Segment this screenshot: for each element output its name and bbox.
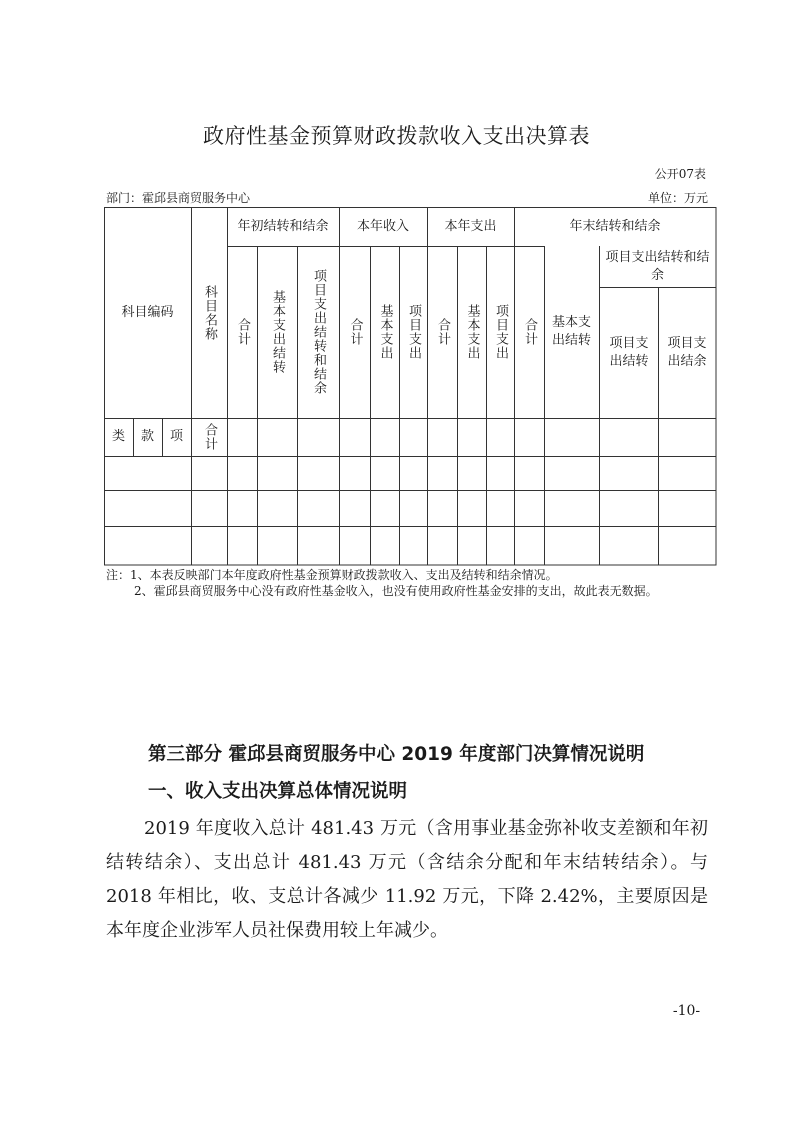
header-expense-project: 项目支出 (493, 304, 508, 360)
header-xiang: 项 (169, 429, 183, 444)
unit-label: 单位：万元 (647, 191, 708, 205)
summary-paragraph: 2019 年度收入总计 481.43 万元（含用事业基金弥补收支差额和年初结转结余）、支出总计 481.43 万元（含结余分配和年末结转结余）。与 2018 年相比，收、支总计各减少 11.92 万元，下降 2.42%，主要原因是本年度企业涉军人员社保费用较上年减少。 (106, 818, 708, 941)
header-expense-basic: 基本支出 (464, 304, 480, 360)
header-income-project-cell (399, 246, 427, 418)
header-income-total: 合计 (347, 318, 363, 346)
header-opening-project-cell (297, 246, 339, 418)
header-income-project: 项目支出 (406, 304, 421, 360)
header-opening-total-cell (227, 246, 257, 418)
row-total-label: 合计 (202, 423, 217, 451)
header-income-total-cell (339, 246, 370, 418)
header-expense-basic-cell (457, 246, 486, 418)
header-opening-basic-cell (257, 246, 297, 418)
header-kuan: 款 (140, 429, 154, 444)
note-2: 2、霍邱县商贸服务中心没有政府性基金收入，也没有使用政府性基金安排的支出，故此表无数据。 (134, 584, 658, 598)
document-title: 政府性基金预算财政拨款收入支出决算表 (203, 124, 590, 148)
page-number: -10- (672, 1003, 701, 1019)
header-closing-project-group: 项目支出结转和结余 (605, 249, 710, 283)
header-income-basic-cell (370, 246, 399, 418)
note-1: 注：1、本表反映部门本年度政府性基金预算财政拨款收入、支出及结转和结余情况。 (106, 568, 558, 582)
header-closing-group: 年末结转和结余 (569, 218, 661, 234)
table-row (104, 456, 716, 490)
header-opening-basic-carry: 基本支出结转 (270, 290, 285, 374)
header-subject-name-cell (191, 207, 227, 418)
table-row (104, 490, 716, 526)
table-row (104, 526, 716, 565)
header-lei: 类 (111, 429, 125, 444)
header-income-basic: 基本支出 (377, 304, 393, 360)
department-label: 部门：霍邱县商贸服务中心 (106, 191, 251, 205)
header-closing-project-carry: 项目支出结转 (609, 335, 649, 369)
part-heading: 第三部分 霍邱县商贸服务中心 2019 年度部门决算情况说明 (148, 744, 645, 765)
header-closing-project-balance: 项目支出结余 (667, 335, 707, 369)
sub-heading: 一、收入支出决算总体情况说明 (148, 781, 408, 802)
header-opening-total: 合计 (235, 318, 250, 346)
header-closing-basic-carry: 基本支出结转 (551, 315, 591, 348)
header-opening-group: 年初结转和结余 (237, 218, 329, 234)
header-expense-group: 本年支出 (444, 218, 497, 234)
header-expense-project-cell (486, 246, 514, 418)
row-total-cell (191, 418, 227, 456)
header-subject-code: 科目编码 (121, 304, 174, 320)
header-closing-total: 合计 (522, 318, 537, 346)
header-income-group: 本年收入 (356, 218, 409, 234)
table-number: 公开07表 (654, 167, 706, 181)
header-subject-name: 科目名称 (202, 284, 217, 341)
header-expense-total-cell (427, 246, 457, 418)
header-expense-total: 合计 (435, 318, 450, 346)
header-closing-total-cell (514, 246, 544, 418)
header-opening-project-carry-balance: 项目支出结转和结余 (311, 269, 326, 395)
